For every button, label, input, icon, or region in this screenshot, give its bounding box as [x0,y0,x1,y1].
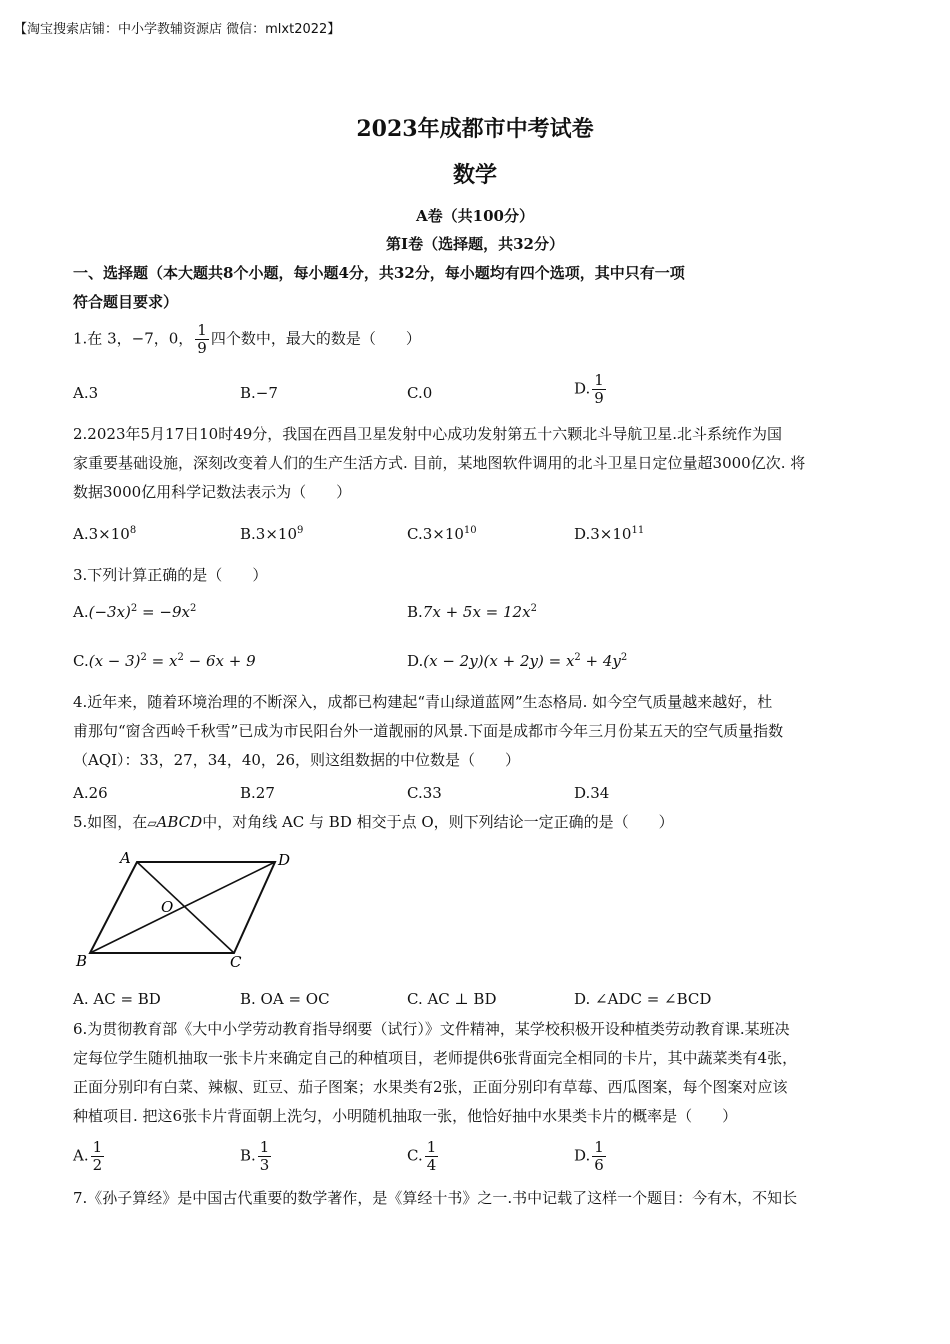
q5-option-c: C. AC ⊥ BD [407,990,497,1008]
q4-option-c: C.33 [407,784,442,802]
section-1-heading [73,259,879,317]
q1-stem-after: 四个数中，最大的数是（ ） [210,329,421,348]
part-1-heading: 第I卷（选择题，共32分） [386,235,564,253]
q1-option-a: A.3 [73,384,99,402]
question-7-stem: 7.《孙子算经》是中国古代重要的数学著作，是《算经十书》之一.书中记载了这样一个题目：今有木，不知长 [73,1189,798,1207]
q1-option-b: B.−7 [240,384,278,402]
q6-option-a: A. $\frac{1}{2}$ [73,1138,103,1174]
q3-option-a: $A.(-3x)^2 = -9x^2$ [73,603,197,621]
section-1-line2: 符合题目要求） [73,293,179,311]
diagonal-ac [137,862,234,953]
header-note: 【淘宝搜索店铺：中小学教辅资源店 微信：mlxt2022】 [14,22,341,37]
q5-option-a: A. AC = BD [73,990,161,1008]
question-1-stem [73,322,879,357]
q2-option-d: $D.3\times 10^{11}$ [574,525,645,543]
q2-option-a: $A.3\times 10^8$ [73,525,137,543]
q1-option-d: D. $\frac{1}{9}$ [574,371,604,407]
q1-stem-before: 1.在 3，−7，0， [73,329,194,348]
q1-option-c: C.0 [407,384,433,402]
question-2-stem: 2.2023年5月17日10时49分，我国在西昌卫星发射中心成功发射第五十六颗北斗导航卫星.北斗系统作为国 家重要基础设施，深刻改变着人们的生产生活方式. 目前，某地图软件调用的北斗卫星日定位量超3000亿次. 将 数据3000亿用科学记数法表示为（ ） [73,425,806,501]
q6-option-c: C. $\frac{1}{4}$ [407,1138,437,1174]
q6-option-b: B. $\frac{1}{3}$ [240,1138,270,1174]
question-4-stem: 4.近年来，随着环境治理的不断深入，成都已构建起“青山绿道蓝网”生态格局. 如今空气质量越来越好，杜 甫那句“窗含西岭千秋雪”已成为市民阳台外一道靓丽的风景.下面是成都市今年三月份某五天的空气质量指数 （AQI）：33，27，34，40，26，则这组数据的中位数是（ ） [73,693,784,769]
q2-option-b: $B.3\times 10^9$ [240,525,304,543]
q4-option-d: D.34 [574,784,610,802]
subject-title: 数学 [452,162,497,188]
vertex-label-a: A [120,849,131,867]
q2-option-c: $C.3\times 10^{10}$ [407,525,477,543]
vertex-label-b: B [76,952,88,970]
q5-option-b: B. OA = OC [240,990,330,1008]
parallelogram-figure [70,845,300,975]
vertex-label-d: D [278,851,291,869]
q4-option-b: B.27 [240,784,275,802]
volume-a-heading: A卷（共100分） [416,207,534,225]
question-3-stem: 3.下列计算正确的是（ ） [73,566,268,584]
diagonal-bd [90,862,275,953]
point-label-o: O [161,898,174,916]
q1-d-fraction: $\frac{1}{9}$ [594,371,604,407]
question-6-stem: 6.为贯彻教育部《大中小学劳动教育指导纲要（试行）》文件精神，某学校积极开设种植类劳动教育课.某班决 定每位学生随机抽取一张卡片来确定自己的种植项目，老师提供6张背面完全相同的卡片，其中蔬菜类有4张， 正面分别印有白菜、辣椒、豇豆、茄子图案；水果类有2张，正面分别印有草莓、西瓜图案，每个图案对应该 种植项目. 把这6张卡片背面朝上洗匀，小明随机抽取一张，他恰好抽中水果类卡片的概率是（ ） [73,1020,798,1125]
q3-option-b: $B.7x + 5x = 12x^2$ [407,603,537,621]
vertex-label-c: C [230,953,242,971]
q1-fraction: $\frac{1}{9}$ [197,321,207,357]
section-1-line1: 一、选择题（本大题共8个小题，每小题4分，共32分，每小题均有四个选项，其中只有一项 [73,264,685,282]
q3-option-d: $D.(x - 2y)(x + 2y) = x^2 + 4y^2$ [407,652,628,670]
question-5-stem: 5.如图，在▱ABCD中，对角线 AC 与 BD 相交于点 O，则下列结论一定正确的是（ ） [73,813,674,831]
q5-option-d: D. ∠ADC = ∠BCD [574,990,712,1008]
exam-title: 2023年成都市中考试卷 [356,116,594,142]
q6-option-d: D. $\frac{1}{6}$ [574,1138,604,1174]
q4-option-a: A.26 [73,784,108,802]
q3-option-c: $C.(x - 3)^2 = x^2 - 6x + 9$ [73,652,256,670]
